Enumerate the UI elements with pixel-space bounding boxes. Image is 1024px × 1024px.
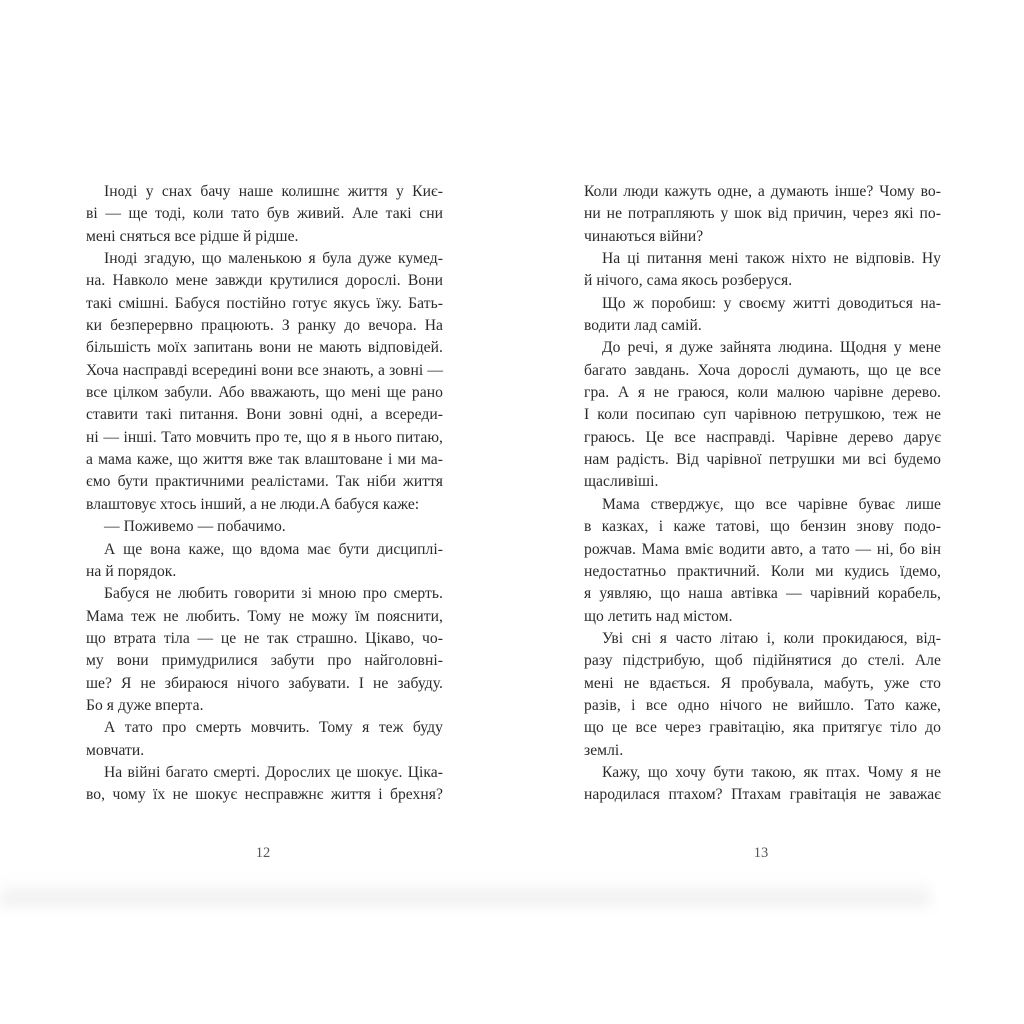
text-line: на й порядок. [86, 562, 177, 580]
page-shadow [0, 880, 930, 910]
text-line: Іноді у снах бачу наше колишнє життя у Киє- [104, 183, 443, 200]
text-line: рожчав. Мама вміє водити авто, а тато — ні, бо він [584, 540, 941, 558]
text-line: гра. А я не граюся, коли малюю чарівне дерево. [584, 384, 941, 402]
text-line: ни не потрапляють у шок від причин, через які по- [584, 205, 941, 223]
text-line: Іноді згадую, що маленькою я була дуже кумед- [104, 250, 443, 268]
text-line: народилася птахом? Птахам гравітація не заважає [584, 786, 941, 804]
text-line: щасливіші. [584, 473, 659, 491]
text-line: А ще вона каже, що вдома має бути дисциплі- [104, 540, 443, 558]
text-line: разів, і все одно нічого не вийшло. Тато каже, [584, 696, 941, 714]
text-line: більшість моїх запитань вони не мають відповідей. [86, 339, 443, 357]
text-line: граюсь. Це все насправді. Чарівне дерево дарує [584, 428, 941, 446]
right-page-number: 13 [753, 845, 769, 861]
text-line: ємо бути практичними реалістами. Так ніби життя [86, 473, 443, 491]
text-line: а мама каже, що життя вже так влаштоване і ми ма- [86, 451, 443, 469]
text-line: на. Навколо мене завжди крутилися дорослі. Вони [86, 272, 443, 290]
text-line: Що ж поробиш: у своєму житті доводиться на- [602, 294, 941, 312]
text-line: ки безперервно працюють. З ранку до вечора. На [86, 317, 443, 335]
text-line: ві — ще тоді, коли тато був живий. Але такі сни [86, 205, 443, 223]
text-line: Кажу, що хочу бути такою, як птах. Чому я не [602, 763, 941, 781]
text-line: чинаються війни? [584, 227, 704, 245]
text-line: ставити такі питання. Вони зовні одні, а всереди- [86, 406, 443, 424]
left-page-text [86, 181, 443, 807]
text-line: в казках, і каже татові, що бензин знову подо- [584, 518, 941, 536]
text-line: все цілком забули. Або вважають, що мені ще рано [86, 384, 443, 402]
text-line: разу підстрибую, щоб підійнятися до стелі. Але [584, 652, 941, 670]
text-line: багато завдань. Хоча дорослі думають, що це все [584, 361, 941, 379]
text-line: во, чому їх не шокує несправжнє життя і брехня? [86, 786, 443, 804]
text-line: Хоча насправді всередині вони все знають, а зовні — [86, 361, 443, 379]
text-line: ні — інші. Тато мовчить про те, що я в нього питаю, [86, 428, 443, 446]
right-page-text [584, 181, 941, 807]
text-line: Коли люди кажуть одне, а думають інше? Чому во- [584, 183, 941, 200]
text-line: недостатньо практичний. Коли ми кудись їдемо, [584, 562, 941, 580]
text-line: що летить над містом. [584, 607, 733, 625]
text-line: водити лад самій. [584, 317, 702, 335]
text-line: Уві сні я часто літаю і, коли прокидаюся, від- [602, 629, 941, 647]
text-line: землі. [584, 741, 624, 759]
text-line: мені не вдається. Я пробувала, мабуть, уже сто [584, 674, 941, 692]
text-line: А тато про смерть мовчить. Тому я теж буду [104, 719, 443, 737]
text-line: мовчати. [86, 741, 145, 759]
text-line: Бабуся не любить говорити зі мною про смерть. [104, 585, 443, 603]
text-line: І коли посипаю суп чарівною петрушкою, теж не [584, 406, 941, 424]
text-line: На ці питання мені також ніхто не відповів. Ну [602, 250, 941, 268]
text-line: ше? Я не збираюся нічого забувати. І не забуду. [86, 674, 443, 692]
text-line: що втрата тіла — це не так страшно. Цікаво, чо- [86, 629, 443, 647]
text-line: Мама теж не любить. Тому не можу їм пояснити, [86, 607, 443, 625]
text-line: й нічого, сама якось розберуся. [584, 272, 793, 290]
text-line: На війні багато смерті. Дорослих це шокує. Ціка- [104, 763, 443, 781]
text-line: що це все через гравітацію, яка притягує тіло до [584, 719, 941, 737]
text-line: такі смішні. Бабуся постійно готує якусь їжу. Бать- [86, 294, 443, 312]
text-line: — Поживемо — побачимо. [104, 518, 286, 536]
text-line: я уявляю, що наша автівка — чарівний корабель, [584, 585, 941, 603]
text-line: му вони примудрилися забути про найголовні- [86, 652, 443, 670]
text-line: Бо я дуже вперта. [86, 696, 204, 714]
left-page-number: 12 [255, 845, 271, 861]
text-line: Мама стверджує, що все чарівне буває лише [602, 495, 941, 513]
text-line: До речі, я дуже зайнята людина. Щодня у мене [602, 339, 941, 357]
text-line: мені сняться все рідше й рідше. [86, 227, 299, 245]
text-line: влаштовує хтось інший, а не люди.А бабуся каже: [86, 495, 420, 513]
text-line: нам радість. Від чарівної петрушки ми всі будемо [584, 451, 941, 469]
